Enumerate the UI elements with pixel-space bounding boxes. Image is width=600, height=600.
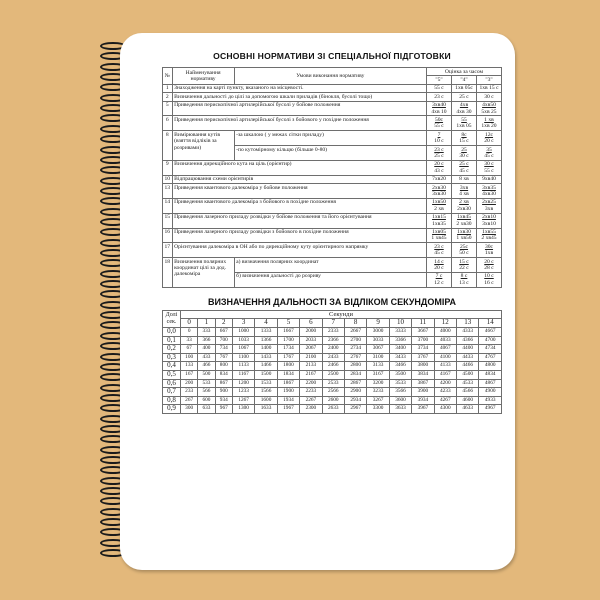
- range-cell: 1433: [255, 353, 277, 362]
- range-cell: 3900: [412, 388, 434, 397]
- range-cell: 4867: [479, 379, 502, 388]
- row-number: 17: [163, 243, 173, 258]
- range-cell: 1867: [277, 379, 299, 388]
- range-cell: 1466: [255, 362, 277, 371]
- range-cell: 4267: [434, 396, 456, 405]
- grade-cell: 4хв50 5хв 25: [477, 101, 502, 116]
- range-cell: 3300: [367, 405, 389, 414]
- range-cell: 3734: [412, 345, 434, 354]
- range-cell: 1566: [255, 388, 277, 397]
- range-cell: 3867: [412, 379, 434, 388]
- range-cell: 300: [181, 405, 198, 414]
- range-cell: 1067: [232, 345, 254, 354]
- seconds-column-header: 1: [198, 319, 215, 328]
- grade-cell: 55 с: [427, 84, 452, 92]
- table-row: [163, 345, 502, 354]
- seconds-column-header: 7: [322, 319, 344, 328]
- range-cell: 1366: [255, 336, 277, 345]
- norm-name: Орієнтування далекоміра в ОН або по дирекційному куту орієнтирного напрямку: [172, 243, 426, 258]
- table-row: [163, 175, 502, 183]
- grade-cell: 35 45 с: [477, 146, 502, 161]
- table-row: [163, 405, 502, 414]
- norm-name: Знаходження на карті пункту, вказаного на місцевості.: [172, 84, 426, 92]
- range-cell: 4500: [457, 370, 479, 379]
- grade-cell: 23 с 45 с: [427, 243, 452, 258]
- fraction-row-header: 0,3: [163, 353, 181, 362]
- grade-cell: 8 с 13 с: [452, 272, 477, 287]
- grade-cell: 23 с: [427, 93, 452, 101]
- range-cell: 3767: [412, 353, 434, 362]
- range-cell: 4200: [434, 379, 456, 388]
- table-row: [163, 379, 502, 388]
- range-cell: 667: [215, 327, 232, 336]
- seconds-column-header: 9: [367, 319, 389, 328]
- range-cell: 800: [215, 362, 232, 371]
- grade-cell: 1хв55 2 хв45: [477, 228, 502, 243]
- range-cell: 633: [198, 405, 215, 414]
- range-cell: 366: [198, 336, 215, 345]
- grade-4-header: "4": [452, 76, 477, 84]
- table-row: [163, 258, 502, 273]
- seconds-column-header: 2: [215, 319, 232, 328]
- range-cell: 2366: [322, 336, 344, 345]
- range-cell: 1834: [277, 370, 299, 379]
- grade-cell: 12с 20 с: [477, 131, 502, 146]
- range-cell: 4834: [479, 370, 502, 379]
- range-cell: 2900: [344, 388, 366, 397]
- range-cell: 1333: [255, 327, 277, 336]
- range-cell: 3400: [389, 345, 411, 354]
- seconds-column-header: 8: [344, 319, 366, 328]
- range-cell: 4900: [479, 388, 502, 397]
- range-cell: 3133: [367, 362, 389, 371]
- grade-cell: 7 10 с: [427, 131, 452, 146]
- fraction-row-header: 0,4: [163, 362, 181, 371]
- range-cell: 1934: [277, 396, 299, 405]
- range-cell: 4400: [457, 345, 479, 354]
- table-row: [163, 362, 502, 371]
- range-cell: 566: [198, 388, 215, 397]
- range-cell: 1967: [277, 405, 299, 414]
- range-cell: 4933: [479, 396, 502, 405]
- grade-cell: 30 с: [477, 93, 502, 101]
- fraction-row-header: 0,2: [163, 345, 181, 354]
- table-row: [163, 101, 502, 116]
- range-table: [162, 310, 502, 414]
- grade-cell: 20 с 28 с: [477, 258, 502, 273]
- row-number: 13: [163, 184, 173, 199]
- fraction-row-header: 0,5: [163, 370, 181, 379]
- range-cell: 2333: [322, 327, 344, 336]
- range-cell: 3600: [389, 396, 411, 405]
- range-cell: 1133: [232, 362, 254, 371]
- row-number: 6: [163, 116, 173, 131]
- range-cell: 0: [181, 327, 198, 336]
- range-cell: 3067: [367, 345, 389, 354]
- range-cell: 1500: [255, 370, 277, 379]
- grade-cell: 3хв40 4хв 10: [427, 101, 452, 116]
- table-row: [163, 160, 502, 175]
- range-cell: 3000: [367, 327, 389, 336]
- range-cell: 67: [181, 345, 198, 354]
- range-cell: 3566: [389, 388, 411, 397]
- range-cell: 934: [215, 396, 232, 405]
- grade-cell: 23 с 25 с: [427, 146, 452, 161]
- grade-cell: 30 с 55 с: [477, 160, 502, 175]
- range-cell: 4566: [457, 388, 479, 397]
- range-cell: 2967: [344, 405, 366, 414]
- table-row: [163, 353, 502, 362]
- range-cell: 4067: [434, 345, 456, 354]
- range-cell: 2233: [300, 388, 322, 397]
- range-cell: 1600: [255, 396, 277, 405]
- standards-title: ОСНОВНІ НОРМАТИВИ ЗІ СПЕЦІАЛЬНОЇ ПІДГОТОВКИ: [213, 51, 451, 61]
- range-cell: 1900: [277, 388, 299, 397]
- seconds-column-header: 0: [181, 319, 198, 328]
- range-cell: 1734: [277, 345, 299, 354]
- norm-condition: -по кутомірному кільцю (більше 0-80): [234, 146, 426, 161]
- range-cell: 200: [181, 379, 198, 388]
- range-cell: 1667: [277, 327, 299, 336]
- grade-cell: 30с 1хв: [477, 243, 502, 258]
- range-cell: 3967: [412, 405, 434, 414]
- range-cell: 2200: [300, 379, 322, 388]
- norm-name: Приведення лазерного приладу розвідки з бойового в похідне положення: [172, 228, 426, 243]
- range-cell: 2600: [322, 396, 344, 405]
- table-row: [163, 213, 502, 228]
- range-cell: 4600: [457, 396, 479, 405]
- norm-name: Відпрацювання схеми орієнтирів: [172, 175, 426, 183]
- range-cell: 2033: [300, 336, 322, 345]
- norm-name: Приведення перископічної артилерійської бусолі у бойове положення: [172, 101, 426, 116]
- table-row: [163, 93, 502, 101]
- range-cell: 2133: [300, 362, 322, 371]
- row-number: 14: [163, 198, 173, 213]
- table-row: [163, 243, 502, 258]
- range-cell: 167: [181, 370, 198, 379]
- range-cell: 533: [198, 379, 215, 388]
- range-cell: 1267: [232, 396, 254, 405]
- table-row: [163, 198, 502, 213]
- range-cell: 233: [181, 388, 198, 397]
- grade-cell: 7хв20: [427, 175, 452, 183]
- range-cell: 133: [181, 362, 198, 371]
- range-cell: 2834: [344, 370, 366, 379]
- range-cell: 333: [198, 327, 215, 336]
- grade-cell: 7 с 12 с: [427, 272, 452, 287]
- range-cell: 100: [181, 353, 198, 362]
- table-row: [163, 370, 502, 379]
- grade-cell: 20 с 43 с: [427, 160, 452, 175]
- range-cell: 1000: [232, 327, 254, 336]
- range-cell: 2867: [344, 379, 366, 388]
- range-cell: 267: [181, 396, 198, 405]
- range-cell: 33: [181, 336, 198, 345]
- seconds-column-header: 11: [412, 319, 434, 328]
- seconds-column-header: 13: [457, 319, 479, 328]
- row-number: 5: [163, 101, 173, 116]
- range-cell: 3533: [389, 379, 411, 388]
- grade-cell: 9хв40: [477, 175, 502, 183]
- table-row: [163, 336, 502, 345]
- grade-5-header: "5": [427, 76, 452, 84]
- range-cell: 4800: [479, 362, 502, 371]
- range-cell: 1400: [255, 345, 277, 354]
- norm-name: Вимірювання кутів (взяття відліків за розривами): [172, 131, 234, 161]
- range-cell: 4167: [434, 370, 456, 379]
- notebook-page: [120, 33, 515, 570]
- row-number: 10: [164, 176, 171, 183]
- range-cell: 3233: [367, 388, 389, 397]
- range-cell: 1200: [232, 379, 254, 388]
- range-cell: 2667: [344, 327, 366, 336]
- grade-cell: 55 1хв 05: [452, 116, 477, 131]
- fraction-row-header: 0,0: [163, 327, 181, 336]
- fraction-row-header: 0,6: [163, 379, 181, 388]
- range-cell: 4300: [434, 405, 456, 414]
- norm-condition: а) визначення полярних координат: [234, 258, 426, 273]
- range-cell: 2167: [300, 370, 322, 379]
- grade-cell: 14 с 20 с: [427, 258, 452, 273]
- range-cell: 600: [198, 396, 215, 405]
- fraction-seconds-header: Долі сек.: [163, 310, 181, 327]
- row-number: 2: [163, 93, 173, 101]
- range-cell: 400: [198, 345, 215, 354]
- range-cell: 3466: [389, 362, 411, 371]
- range-cell: 4967: [479, 405, 502, 414]
- range-cell: 4466: [457, 362, 479, 371]
- table-row: [163, 131, 502, 146]
- seconds-column-header: 3: [232, 319, 254, 328]
- col-conditions-header: Умови виконання нормативу: [234, 68, 426, 85]
- range-cell: 2734: [344, 345, 366, 354]
- range-cell: 2800: [344, 362, 366, 371]
- range-cell: 2934: [344, 396, 366, 405]
- grade-3-header: "3": [477, 76, 502, 84]
- range-cell: 4633: [457, 405, 479, 414]
- grade-cell: 50с 55 с: [427, 116, 452, 131]
- range-cell: 2466: [322, 362, 344, 371]
- range-cell: 3167: [367, 370, 389, 379]
- range-cell: 967: [215, 405, 232, 414]
- grade-cell: 2 хв 2хв30: [452, 198, 477, 213]
- range-cell: 3500: [389, 370, 411, 379]
- grade-cell: 25 30 с: [452, 146, 477, 161]
- table-row: [163, 228, 502, 243]
- grade-cell: 8 хв: [452, 175, 477, 183]
- norm-name: Визначення дальності до цілі за допомогою шкали приладів (бінокля, бусолі тощо): [172, 93, 426, 101]
- range-cell: 2300: [300, 405, 322, 414]
- grade-cell: 1хв 15 с: [477, 84, 502, 92]
- range-cell: 4233: [434, 388, 456, 397]
- range-title: ВИЗНАЧЕННЯ ДАЛЬНОСТІ ЗА ВІДЛІКОМ СЕКУНДОМІРА: [207, 296, 457, 307]
- standards-table: [162, 67, 502, 288]
- range-cell: 3800: [412, 362, 434, 371]
- range-cell: 2566: [322, 388, 344, 397]
- grade-cell: 1хв45 2 хв30: [452, 213, 477, 228]
- table-row: [163, 388, 502, 397]
- range-cell: 466: [198, 362, 215, 371]
- grade-cell: 25 с 45 с: [452, 160, 477, 175]
- range-cell: 734: [215, 345, 232, 354]
- grade-cell: 1хв50 2 хв: [427, 198, 452, 213]
- row-number: 8: [163, 131, 173, 161]
- table-row: [163, 184, 502, 199]
- grade-cell: 15 с 22 с: [452, 258, 477, 273]
- range-cell: 3267: [367, 396, 389, 405]
- grade-cell: 1 хв 1хв 20: [477, 116, 502, 131]
- range-cell: 1167: [232, 370, 254, 379]
- seconds-column-header: 12: [434, 319, 456, 328]
- grade-cell: 3хв35 4хв30: [477, 184, 502, 199]
- range-cell: 1533: [255, 379, 277, 388]
- range-cell: 2433: [322, 353, 344, 362]
- range-cell: 4667: [479, 327, 502, 336]
- range-cell: 4433: [457, 353, 479, 362]
- range-cell: 3667: [412, 327, 434, 336]
- seconds-column-header: 5: [277, 319, 299, 328]
- range-cell: 3700: [412, 336, 434, 345]
- range-cell: 3934: [412, 396, 434, 405]
- norm-name: Приведення лазерного приладу розвідки у бойове положення та його орієнтування: [172, 213, 426, 228]
- range-cell: 2767: [344, 353, 366, 362]
- seconds-column-header: 14: [479, 319, 502, 328]
- grade-cell: 3хв 4 хв: [452, 184, 477, 199]
- grade-cell: 25с 50 с: [452, 243, 477, 258]
- range-cell: 1233: [232, 388, 254, 397]
- range-cell: 2500: [322, 370, 344, 379]
- range-cell: 4333: [457, 327, 479, 336]
- range-cell: 4000: [434, 327, 456, 336]
- row-number: 15: [163, 213, 173, 228]
- range-cell: 1300: [232, 405, 254, 414]
- norm-name: Визначення дирекційного кута на ціль (орієнтир): [172, 160, 426, 175]
- range-cell: 2100: [300, 353, 322, 362]
- range-cell: 2067: [300, 345, 322, 354]
- seconds-header: Секунди: [181, 310, 502, 319]
- range-cell: 3834: [412, 370, 434, 379]
- grade-cell: 1хв15 1хв35: [427, 213, 452, 228]
- table-row: [163, 84, 502, 92]
- norm-name: Приведення квантового далекоміра з бойового в похідне положення: [172, 198, 426, 213]
- grade-cell: 4хв 4хв 30: [452, 101, 477, 116]
- fraction-row-header: 0,1: [163, 336, 181, 345]
- range-cell: 2533: [322, 379, 344, 388]
- range-cell: 500: [198, 370, 215, 379]
- range-cell: 2633: [322, 405, 344, 414]
- norm-name: Визначення полярних координат цілі за дод. далекоміра: [172, 258, 234, 288]
- col-num-header: №: [163, 68, 173, 85]
- range-cell: 1767: [277, 353, 299, 362]
- range-cell: 2400: [322, 345, 344, 354]
- fraction-row-header: 0,9: [163, 405, 181, 414]
- grade-cell: 2хв30 3хв30: [427, 184, 452, 199]
- range-cell: 3100: [367, 353, 389, 362]
- range-cell: 4366: [457, 336, 479, 345]
- range-cell: 3333: [389, 327, 411, 336]
- grade-cell: 1хв30 1 хв50: [452, 228, 477, 243]
- seconds-column-header: 6: [300, 319, 322, 328]
- col-grade-header: Оцінка за часом: [427, 68, 502, 76]
- norm-name: Приведення перископічної артилерійської бусолі з бойового у похідне положення: [172, 116, 426, 131]
- row-number: 1: [163, 84, 173, 92]
- range-cell: 2700: [344, 336, 366, 345]
- norm-condition: б) визначення дальності до розриву: [234, 272, 426, 287]
- range-cell: 1033: [232, 336, 254, 345]
- range-cell: 867: [215, 379, 232, 388]
- norm-name: Приведення квантового далекоміра у бойове положення: [172, 184, 426, 199]
- range-cell: 3200: [367, 379, 389, 388]
- norm-condition: -за шкалою ( у межах сітки приладу): [234, 131, 426, 146]
- grade-cell: 2хв10 3хв10: [477, 213, 502, 228]
- range-cell: 4767: [479, 353, 502, 362]
- row-number: 16: [163, 228, 173, 243]
- range-cell: 3433: [389, 353, 411, 362]
- range-cell: 900: [215, 388, 232, 397]
- range-cell: 2267: [300, 396, 322, 405]
- range-cell: 3633: [389, 405, 411, 414]
- row-number: 18: [163, 258, 173, 288]
- range-cell: 4700: [479, 336, 502, 345]
- range-cell: 4100: [434, 353, 456, 362]
- seconds-column-header: 4: [255, 319, 277, 328]
- table-row: [163, 116, 502, 131]
- table-row: [163, 327, 502, 336]
- table-row: [163, 396, 502, 405]
- range-cell: 3366: [389, 336, 411, 345]
- grade-cell: 8с 15 с: [452, 131, 477, 146]
- range-cell: 1633: [255, 405, 277, 414]
- range-cell: 1800: [277, 362, 299, 371]
- range-cell: 1100: [232, 353, 254, 362]
- grade-cell: 1хв 05с: [452, 84, 477, 92]
- grade-cell: 2хв25 3хв: [477, 198, 502, 213]
- range-cell: 4133: [434, 362, 456, 371]
- seconds-column-header: 10: [389, 319, 411, 328]
- range-cell: 433: [198, 353, 215, 362]
- range-cell: 834: [215, 370, 232, 379]
- range-cell: 3033: [367, 336, 389, 345]
- range-cell: 4734: [479, 345, 502, 354]
- grade-cell: 1хв05 1 хв45: [427, 228, 452, 243]
- grade-cell: 10 с 16 с: [477, 272, 502, 287]
- grade-cell: 25 с: [452, 93, 477, 101]
- range-cell: 2000: [300, 327, 322, 336]
- fraction-row-header: 0,7: [163, 388, 181, 397]
- col-name-header: Найменування нормативу: [172, 68, 234, 85]
- range-cell: 4533: [457, 379, 479, 388]
- range-cell: 700: [215, 336, 232, 345]
- fraction-row-header: 0,8: [163, 396, 181, 405]
- range-cell: 767: [215, 353, 232, 362]
- range-cell: 4033: [434, 336, 456, 345]
- row-number: 9: [163, 160, 173, 175]
- range-cell: 1700: [277, 336, 299, 345]
